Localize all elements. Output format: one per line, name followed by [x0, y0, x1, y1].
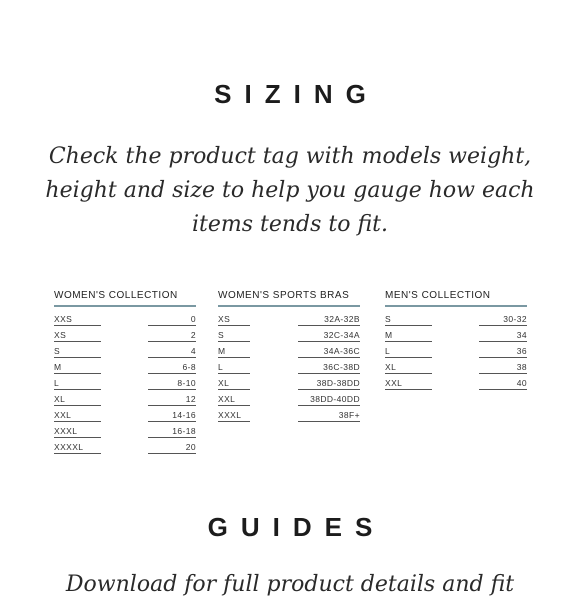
guides-title: GUIDES	[207, 512, 386, 542]
size-value: 14-16	[148, 409, 196, 422]
sizing-title: SIZING	[214, 79, 379, 109]
mens-collection-table	[385, 290, 527, 393]
size-label: XL	[218, 377, 250, 390]
table-row	[218, 361, 360, 377]
table-row	[54, 361, 196, 377]
size-label: XXXL	[54, 425, 101, 438]
size-label: S	[54, 345, 101, 358]
table-row	[385, 377, 527, 393]
size-label: XXS	[54, 313, 101, 326]
size-label: XXXXL	[54, 441, 101, 454]
table-row	[218, 313, 360, 329]
size-value: 0	[148, 313, 196, 326]
size-label: L	[218, 361, 250, 374]
size-value: 40	[479, 377, 527, 390]
size-label: XXL	[54, 409, 101, 422]
size-value: 38DD-40DD	[298, 393, 360, 406]
size-label: XXL	[385, 377, 432, 390]
size-label: L	[385, 345, 432, 358]
table-row	[54, 393, 196, 409]
womens-sports-bras-table	[218, 290, 360, 425]
size-value: 2	[148, 329, 196, 342]
table-header: MEN'S COLLECTION	[385, 290, 527, 307]
size-value: 6-8	[148, 361, 196, 374]
guides-intro-text: Download for full product details and fit	[65, 572, 515, 597]
size-label: XL	[385, 361, 432, 374]
table-header: WOMEN'S SPORTS BRAS	[218, 290, 360, 307]
table-header: WOMEN'S COLLECTION	[54, 290, 196, 307]
size-value: 32A-32B	[298, 313, 360, 326]
size-label: XXL	[218, 393, 250, 406]
table-row	[54, 409, 196, 425]
table-row	[218, 345, 360, 361]
size-label: M	[385, 329, 432, 342]
table-row	[385, 361, 527, 377]
size-value: 4	[148, 345, 196, 358]
table-row	[54, 441, 196, 457]
sizing-intro-text: Check the product tag with models weight, height and size to help you gauge how each items tends to fit.	[45, 144, 535, 237]
table-row	[385, 329, 527, 345]
size-value: 38D-38DD	[298, 377, 360, 390]
table-row	[218, 393, 360, 409]
size-value: 34A-36C	[298, 345, 360, 358]
size-label: XS	[218, 313, 250, 326]
table-row	[54, 425, 196, 441]
table-row	[385, 313, 527, 329]
table-row	[385, 345, 527, 361]
womens-collection-table	[54, 290, 196, 457]
size-label: M	[218, 345, 250, 358]
table-row	[54, 345, 196, 361]
size-value: 34	[479, 329, 527, 342]
table-row	[54, 329, 196, 345]
size-label: XXXL	[218, 409, 250, 422]
size-value: 38	[479, 361, 527, 374]
size-value: 12	[148, 393, 196, 406]
size-label: S	[218, 329, 250, 342]
size-label: S	[385, 313, 432, 326]
table-row	[54, 313, 196, 329]
table-row	[218, 329, 360, 345]
size-label: L	[54, 377, 101, 390]
size-value: 36C-38D	[298, 361, 360, 374]
size-value: 30-32	[479, 313, 527, 326]
size-value: 16-18	[148, 425, 196, 438]
size-value: 8-10	[148, 377, 196, 390]
size-label: XL	[54, 393, 101, 406]
size-label: XS	[54, 329, 101, 342]
size-label: M	[54, 361, 101, 374]
size-value: 38F+	[298, 409, 360, 422]
size-value: 36	[479, 345, 527, 358]
table-row	[218, 409, 360, 425]
size-value: 20	[148, 441, 196, 454]
size-value: 32C-34A	[298, 329, 360, 342]
table-row	[54, 377, 196, 393]
table-row	[218, 377, 360, 393]
